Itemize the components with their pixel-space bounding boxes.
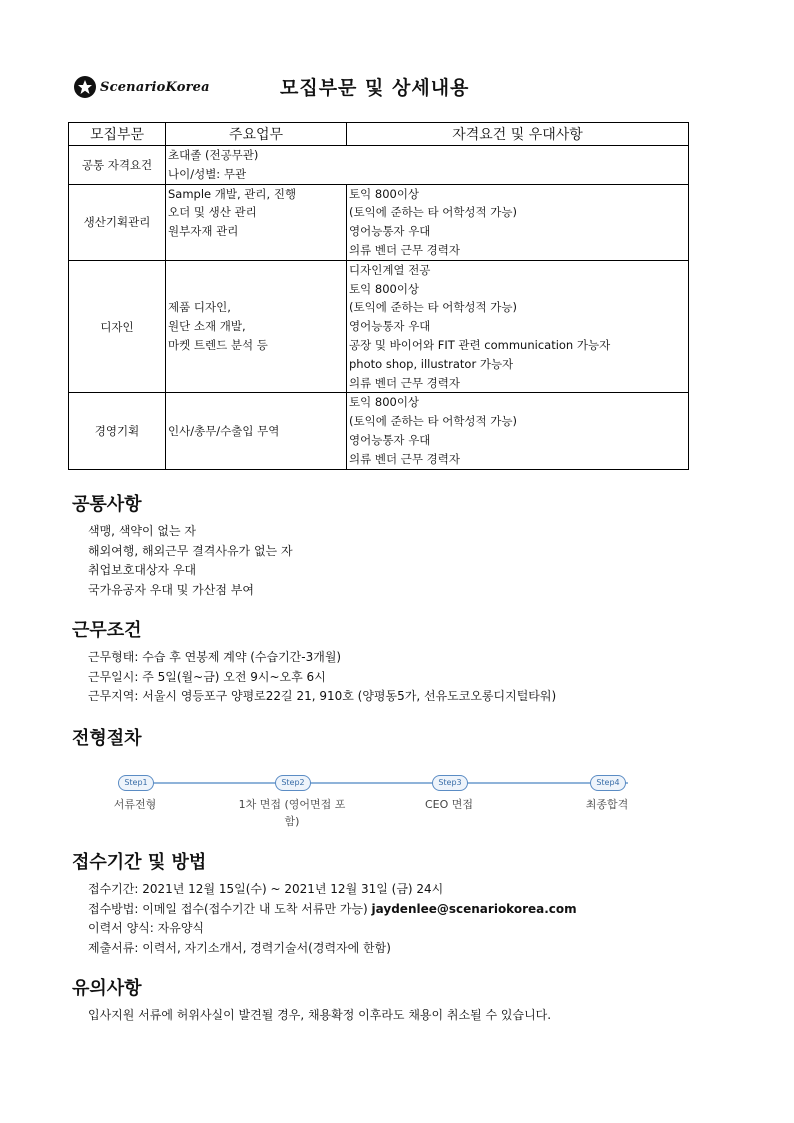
section-heading: 전형절차 (72, 728, 142, 749)
list-item: 색맹, 색약이 없는 자 (88, 524, 196, 538)
table-row (69, 146, 689, 185)
cell-line: 제품 디자인, (168, 300, 231, 315)
cell-line: 토익 800이상 (349, 395, 420, 410)
cell-line: 영어능통자 우대 (349, 224, 431, 239)
row-duties (166, 393, 347, 469)
row-duties (166, 260, 347, 393)
work-conditions-section (72, 620, 556, 707)
section-heading: 유의사항 (72, 978, 142, 999)
row-category: 공통 자격요건 (69, 146, 166, 185)
cell-line: 마켓 트렌드 분석 등 (168, 337, 268, 352)
company-logo (74, 76, 210, 98)
cell-line: (토익에 준하는 타 어학성적 가능) (349, 205, 518, 220)
step-badge: Step2 (275, 775, 311, 791)
step-label: 최종합격 (585, 798, 629, 811)
resume-format: 이력서 양식: 자유양식 (88, 921, 205, 935)
cell-line: 오더 및 생산 관리 (168, 205, 257, 220)
step-badge: Step3 (432, 775, 468, 791)
section-items (88, 880, 577, 958)
step-badge: Step4 (590, 775, 626, 791)
recruitment-table (68, 122, 689, 470)
required-documents: 제출서류: 이력서, 자기소개서, 경력기술서(경력자에 한함) (88, 940, 391, 955)
cell-line: 의류 벤더 근무 경력자 (349, 375, 460, 390)
email-link[interactable]: jaydenlee@scenariokorea.com (371, 901, 577, 916)
header-requirements: 자격요건 및 우대사항 (347, 123, 689, 146)
step-badge: Step1 (118, 775, 154, 791)
cell-line: 초대졸 (전공무관) (168, 148, 259, 162)
cell-line: (토익에 준하는 타 어학성적 가능) (349, 300, 518, 315)
section-items (88, 648, 556, 707)
cell-line: 나이/성별: 무관 (168, 166, 247, 181)
application-method (88, 900, 577, 920)
page-title: 모집부문 및 상세내용 (280, 77, 470, 99)
row-requirements (347, 184, 689, 260)
header-duties: 주요업무 (166, 123, 347, 146)
cell-line: 영어능통자 우대 (349, 319, 431, 334)
list-item: 해외여행, 해외근무 결격사유가 없는 자 (88, 543, 293, 558)
section-heading: 접수기간 및 방법 (72, 852, 207, 873)
timeline-track (120, 782, 628, 784)
cell-line: 디자인계열 전공 (349, 262, 431, 277)
logo-text: ScenarioKorea (100, 79, 210, 95)
notice-section (72, 978, 551, 1026)
cell-line: 토익 800이상 (349, 281, 420, 296)
list-item: 취업보호대상자 우대 (88, 563, 197, 577)
row-category: 생산기획관리 (69, 184, 166, 260)
process-timeline (100, 770, 660, 840)
row-category: 디자인 (69, 260, 166, 393)
table-header-row (69, 123, 689, 146)
cell-line: 의류 벤더 근무 경력자 (349, 242, 460, 257)
step-label: 1차 면접 (영어면접 포함) (238, 798, 346, 828)
section-heading: 공통사항 (72, 494, 142, 515)
notice-text: 입사지원 서류에 허위사실이 발견될 경우, 채용확정 이후라도 채용이 취소될 수 있습니다. (88, 1008, 552, 1022)
common-requirements (166, 146, 689, 185)
cell-line: 토익 800이상 (349, 186, 420, 201)
table-row (69, 184, 689, 260)
cell-line: (토익에 준하는 타 어학성적 가능) (349, 414, 518, 429)
cell-line: 영어능통자 우대 (349, 432, 431, 447)
cell-line: 공장 및 바이어와 FIT 관련 communication 가능자 (349, 337, 611, 352)
section-items (88, 1006, 551, 1026)
list-item: 국가유공자 우대 및 가산점 부여 (88, 582, 254, 597)
table-row (69, 393, 689, 469)
step-label: 서류전형 (113, 798, 157, 811)
cell-line: 의류 벤더 근무 경력자 (349, 451, 460, 466)
cell-line: Sample 개발, 관리, 진행 (168, 186, 297, 201)
common-matters-section (72, 494, 293, 600)
row-category: 경영기획 (69, 393, 166, 469)
header-category: 모집부문 (69, 123, 166, 146)
list-item: 근무지역: 서울시 영등포구 양평로22길 21, 910호 (양평동5가, 선유도코오롱디지털타워) (88, 689, 557, 703)
list-item: 근무일시: 주 5일(월~금) 오전 9시~오후 6시 (88, 669, 326, 684)
row-requirements (347, 260, 689, 393)
star-logo-icon (74, 76, 96, 98)
application-section (72, 852, 577, 958)
section-heading: 근무조건 (72, 620, 142, 641)
method-text: 접수방법: 이메일 접수(접수기간 내 도착 서류만 가능) (88, 901, 372, 916)
step-label: CEO 면접 (424, 798, 474, 811)
process-section (72, 728, 142, 750)
cell-line: 원부자재 관리 (168, 224, 239, 239)
row-duties (166, 184, 347, 260)
list-item: 근무형태: 수습 후 연봉제 계약 (수습기간-3개월) (88, 650, 342, 664)
application-period: 접수기간: 2021년 12월 15일(수) ~ 2021년 12월 31일 (금) 24시 (88, 882, 444, 896)
cell-line: 인사/총무/수출입 무역 (168, 423, 280, 438)
row-requirements (347, 393, 689, 469)
table-row (69, 260, 689, 393)
cell-line: photo shop, illustrator 가능자 (349, 356, 514, 371)
cell-line: 원단 소재 개발, (168, 319, 246, 334)
section-items (88, 522, 293, 600)
